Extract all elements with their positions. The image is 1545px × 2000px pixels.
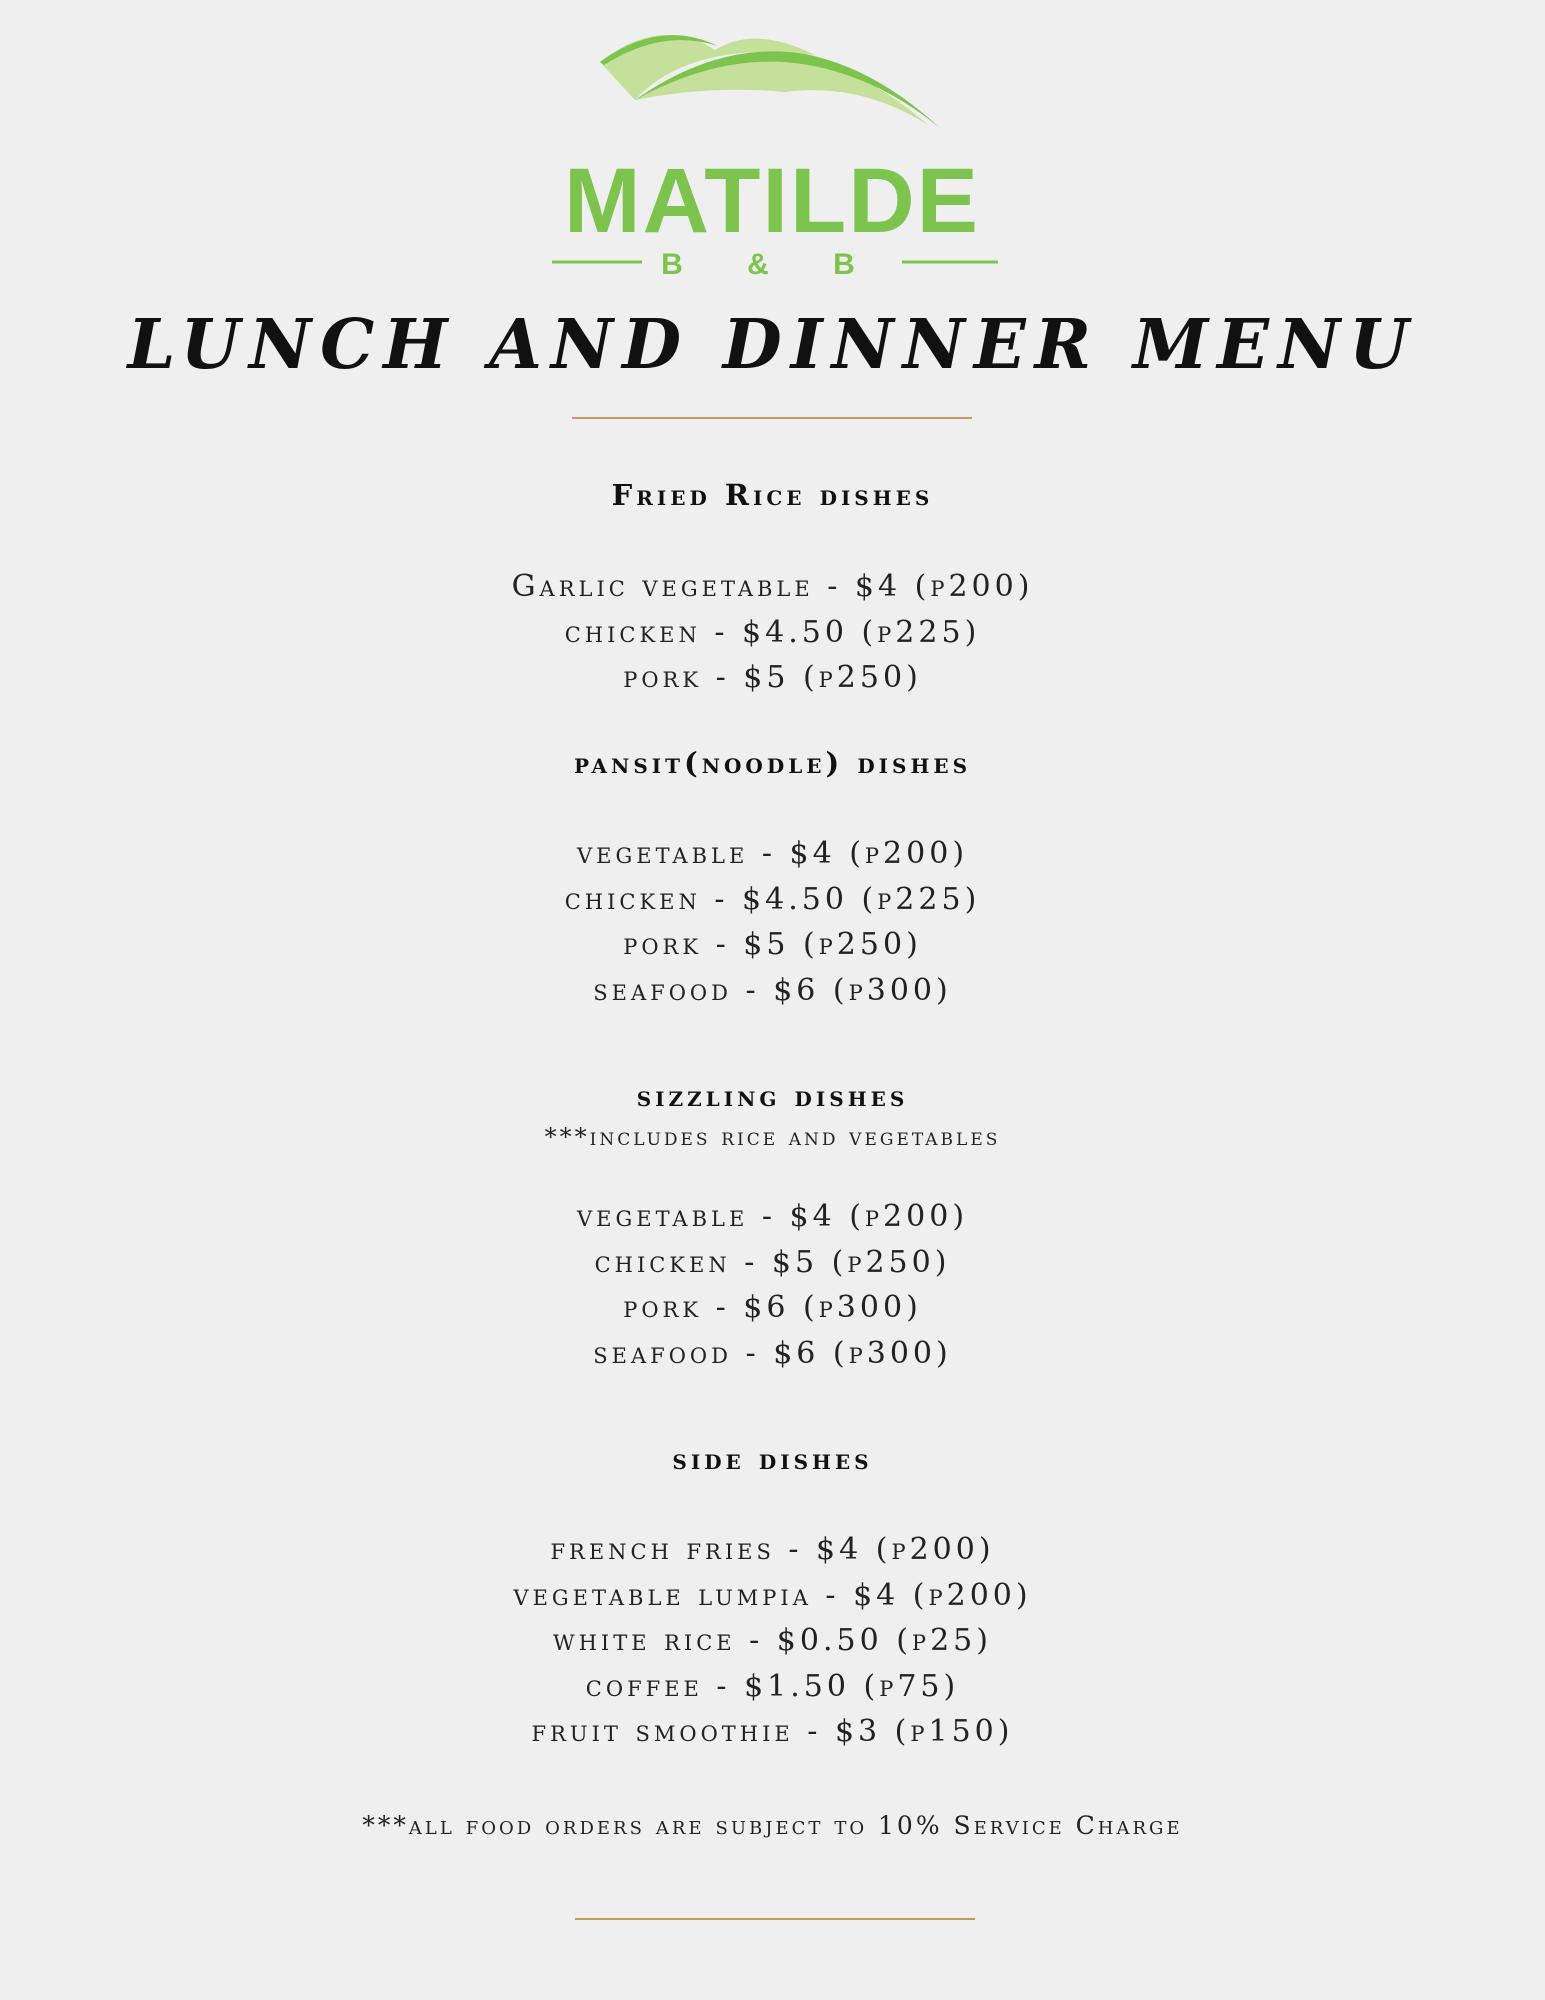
list-item: fruit smoothie - $3 (p150) bbox=[531, 1714, 1014, 1749]
section-heading-fried-rice: Fried Rice dishes bbox=[611, 478, 934, 512]
sizzling-note: ***includes rice and vegetables bbox=[544, 1123, 1001, 1151]
side-dishes-list bbox=[0, 1527, 1545, 1755]
menu-title: LUNCH AND DINNER MENU bbox=[127, 305, 1418, 385]
list-item: pork - $6 (p300) bbox=[623, 1290, 922, 1325]
list-item: vegetable lumpia - $4 (p200) bbox=[513, 1577, 1032, 1613]
brand-subtitle: B & B bbox=[661, 248, 883, 281]
list-item: pork - $5 (p250) bbox=[623, 660, 922, 695]
matilde-logo bbox=[540, 20, 1005, 285]
list-item: coffee - $1.50 (p75) bbox=[585, 1668, 960, 1704]
pansit-list bbox=[0, 831, 1545, 1013]
list-item: seafood - $6 (p300) bbox=[593, 972, 952, 1008]
top-divider bbox=[572, 417, 972, 419]
list-item: vegetable - $4 (p200) bbox=[576, 836, 969, 871]
section-heading-side: side dishes bbox=[672, 1442, 873, 1476]
list-item: pork - $5 (p250) bbox=[623, 927, 922, 962]
leaf-arcs-icon bbox=[540, 20, 1005, 285]
sizzling-list bbox=[0, 1194, 1545, 1376]
section-heading-pansit: pansit(noodle) dishes bbox=[573, 746, 972, 780]
section-heading-sizzling: sizzling dishes bbox=[636, 1079, 909, 1113]
list-item: seafood - $6 (p300) bbox=[593, 1335, 952, 1371]
list-item: chicken - $4.50 (p225) bbox=[564, 881, 981, 917]
list-item: Garlic vegetable - $4 (p200) bbox=[511, 569, 1034, 604]
bottom-divider bbox=[575, 1918, 975, 1920]
list-item: french fries - $4 (p200) bbox=[550, 1532, 995, 1567]
list-item: white rice - $0.50 (p25) bbox=[553, 1623, 992, 1658]
fried-rice-list bbox=[0, 564, 1545, 701]
list-item: vegetable - $4 (p200) bbox=[576, 1199, 969, 1234]
list-item: chicken - $5 (p250) bbox=[594, 1244, 951, 1280]
service-charge-note: ***all food orders are subject to 10% Service Charge bbox=[362, 1811, 1183, 1840]
brand-name: MATILDE bbox=[563, 150, 981, 252]
list-item: chicken - $4.50 (p225) bbox=[564, 614, 981, 650]
